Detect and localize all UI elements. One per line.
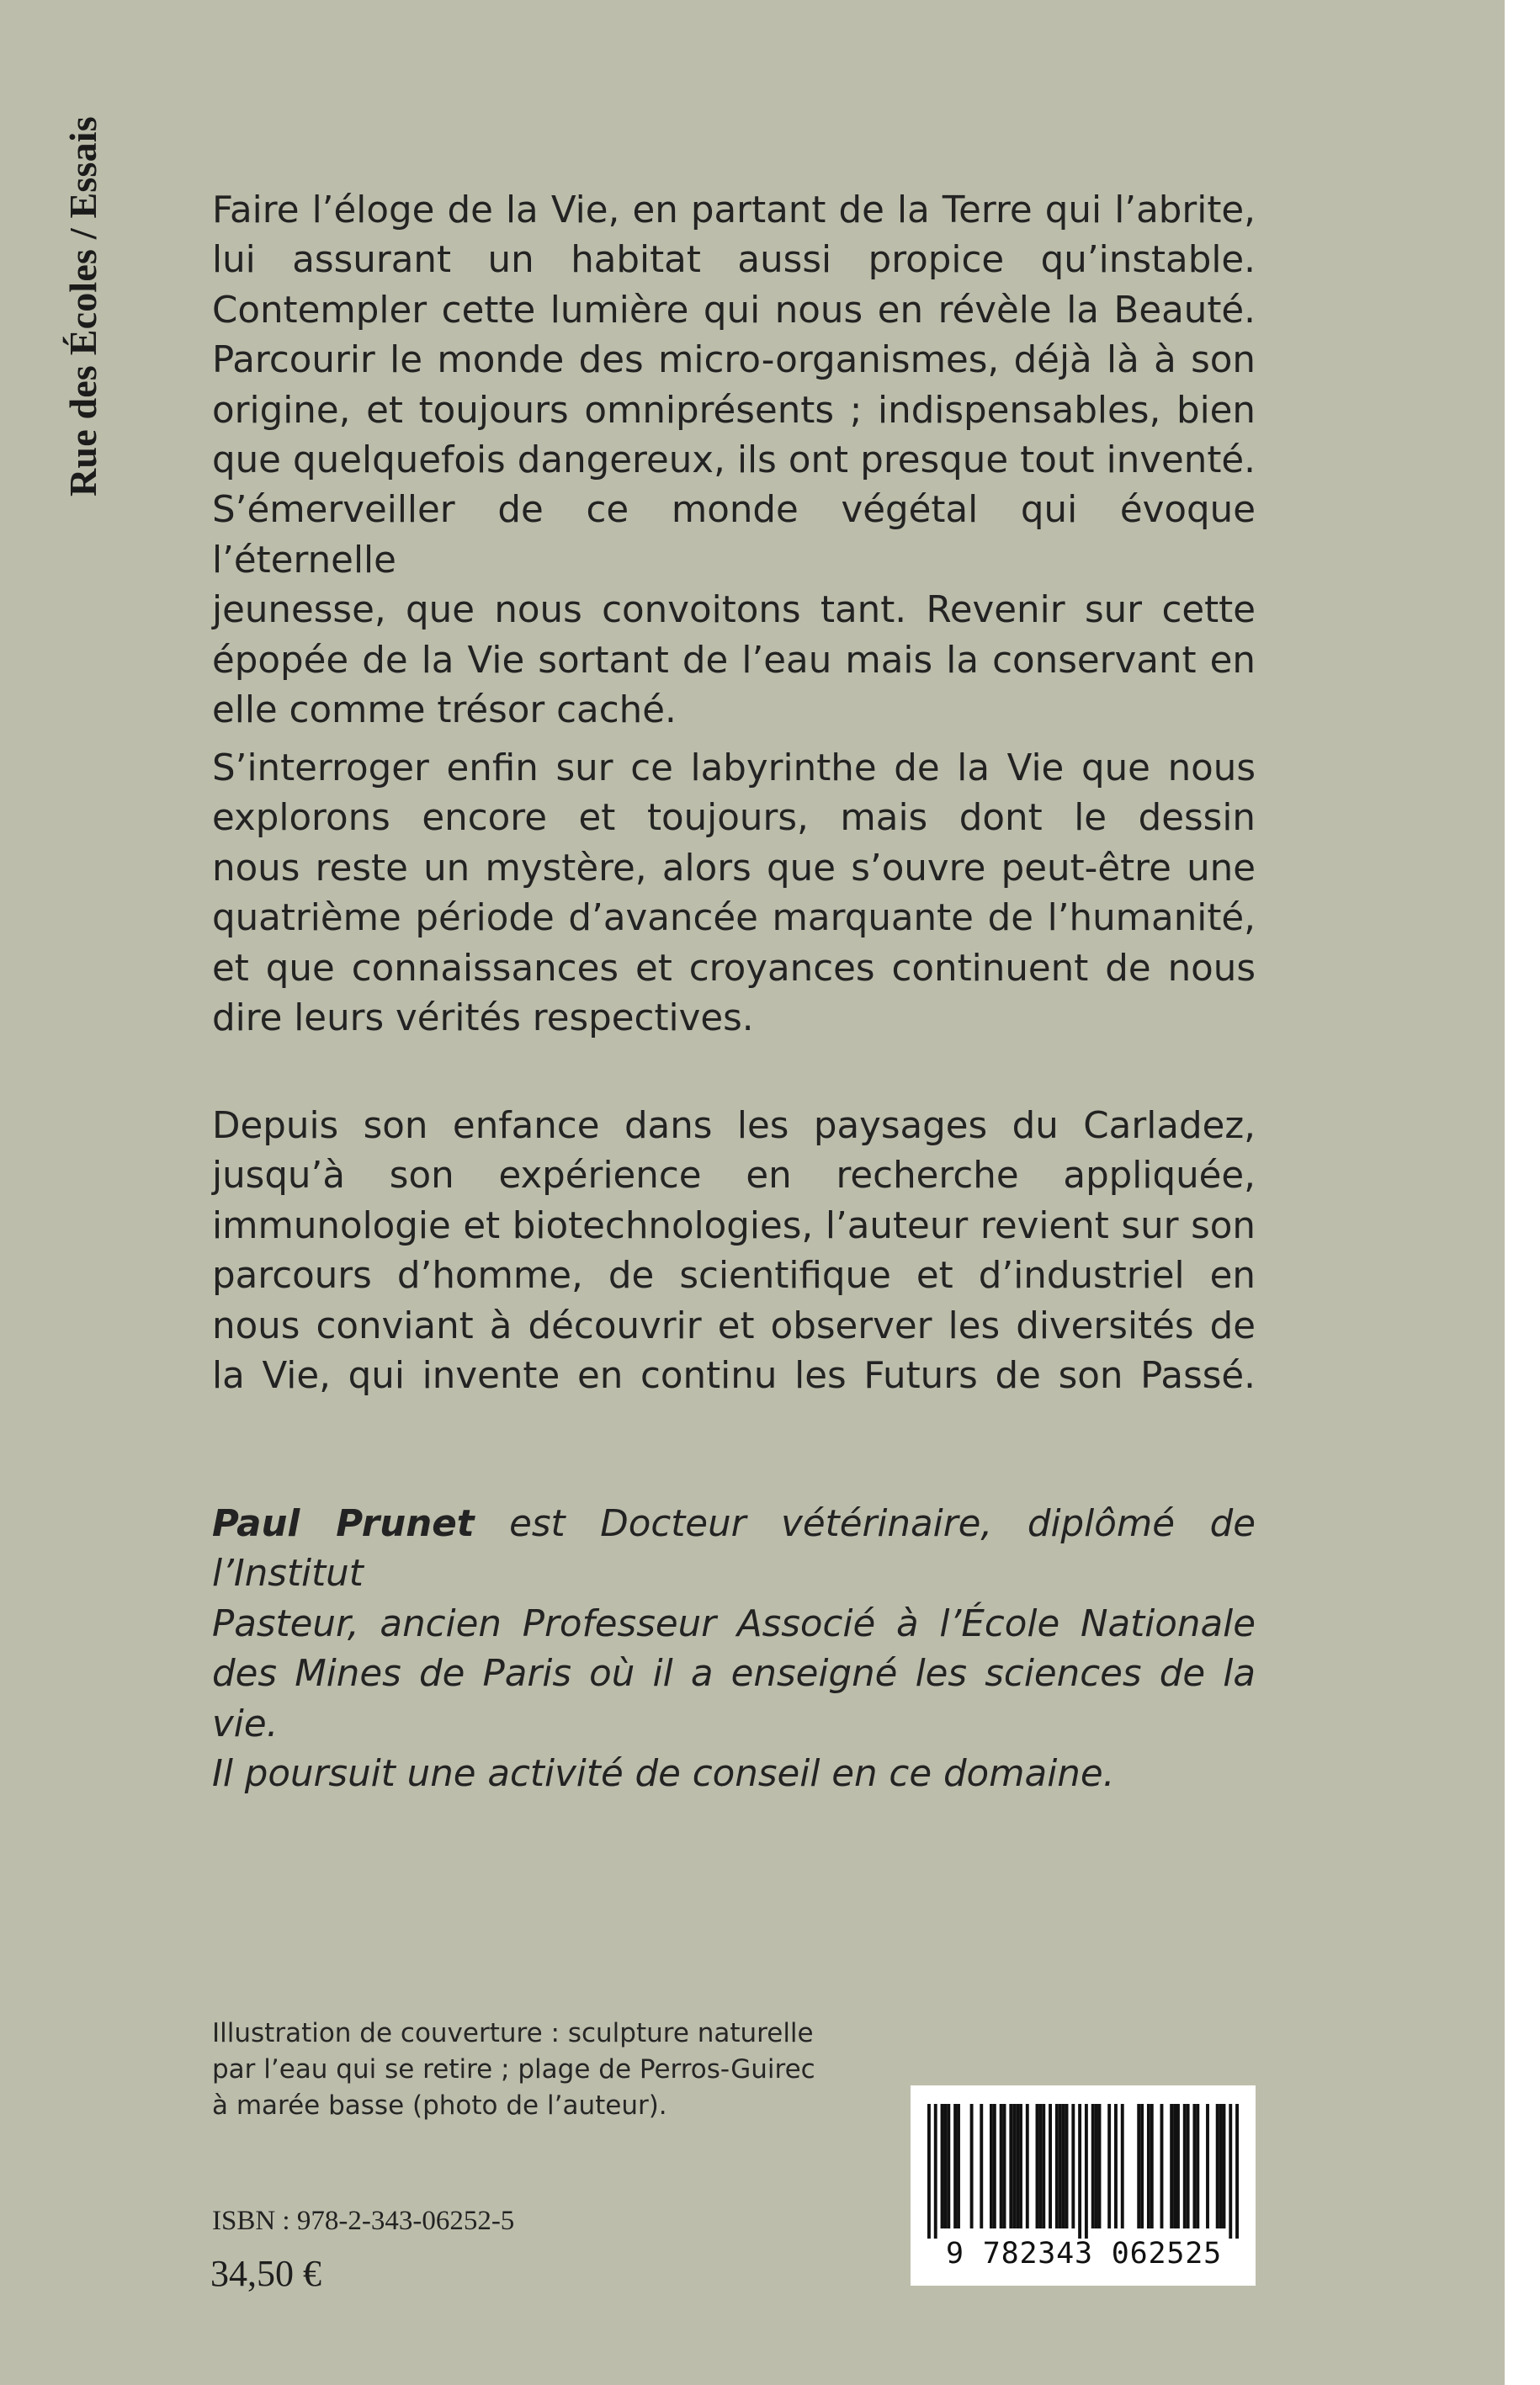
barcode-bar: [953, 2104, 957, 2228]
barcode-bar: [1059, 2104, 1062, 2228]
barcode-bar: [1095, 2104, 1098, 2228]
barcode-bar: [1137, 2104, 1140, 2228]
barcode-bar: [1223, 2104, 1226, 2228]
barcode-bar: [1187, 2104, 1190, 2228]
blurb-line: la Vie, qui invente en continu les Futurs de son Passé.: [212, 1355, 1256, 1398]
barcode-bar: [1147, 2104, 1150, 2228]
barcode-bar: [1055, 2104, 1059, 2228]
blurb-line: jusqu’à son expérience en recherche appliquée,: [212, 1155, 1256, 1198]
author-bio-line: Il poursuit une activité de conseil en ce domaine.: [212, 1753, 1115, 1796]
author-bio-line: [212, 1500, 1256, 1600]
price: 34,50 €: [210, 2253, 321, 2294]
blurb-line: que quelquefois dangereux, ils ont presque tout inventé.: [212, 439, 1256, 482]
blurb-line: et que connaissances et croyances continuent de nous: [212, 947, 1256, 990]
author-name: Paul Prunet: [212, 1503, 475, 1545]
barcode-bar: [957, 2104, 960, 2228]
barcode-bar: [970, 2104, 974, 2228]
barcode-bar: [1107, 2104, 1111, 2228]
blurb-line: épopée de la Vie sortant de l’eau mais la conservant en: [212, 639, 1256, 682]
barcode-bar: [1196, 2104, 1199, 2228]
barcode-digits: 9 782343 062525: [945, 2237, 1223, 2271]
barcode-bar: [980, 2104, 983, 2228]
barcode-bar: [943, 2104, 947, 2228]
blurb-paragraph-2: [212, 744, 1256, 1044]
cover-credit-line: à marée basse (photo de l’auteur).: [212, 2090, 667, 2121]
blurb-line: S’interroger enfin sur ce labyrinthe de la Vie que nous: [212, 747, 1256, 789]
barcode-bar: [1173, 2104, 1176, 2228]
blurb-line: Parcourir le monde des micro-organismes, déjà là à son: [212, 339, 1256, 382]
barcode-bar: [1229, 2104, 1232, 2239]
author-bio-text: est Docteur vétérinaire, diplômé de l’Institut: [212, 1503, 1256, 1596]
blurb-line: elle comme trésor caché.: [212, 689, 677, 732]
blurb-line: immunologie et biotechnologies, l’auteur revient sur son: [212, 1204, 1256, 1247]
series-label: Rue des Écoles / Essais: [61, 116, 104, 497]
barcode-bar: [990, 2104, 993, 2228]
barcode: [911, 2085, 1256, 2286]
barcode-bar: [1091, 2104, 1095, 2228]
cover-credit: [212, 2016, 885, 2124]
author-bio: [212, 1500, 1256, 1799]
barcode-bar: [1160, 2104, 1164, 2228]
blurb-line: quatrième période d’avancée marquante de l’humanité,: [212, 897, 1256, 940]
blurb-paragraph-3: [212, 1102, 1256, 1401]
blurb-paragraph-1: [212, 186, 1256, 736]
blurb-line: nous reste un mystère, alors que s’ouvre peut-être une: [212, 847, 1256, 890]
barcode-bar: [993, 2104, 996, 2228]
cover-credit-line: Illustration de couverture : sculpture naturelle: [212, 2018, 814, 2048]
barcode-bar: [1114, 2104, 1118, 2228]
barcode-bar: [1085, 2104, 1088, 2239]
author-bio-line: Pasteur, ancien Professeur Associé à l’École Nationale: [212, 1602, 1256, 1645]
barcode-bar: [1026, 2104, 1029, 2228]
isbn: ISBN : 978-2-343-06252-5: [212, 2206, 515, 2236]
barcode-bar: [1071, 2104, 1075, 2228]
barcode-bar: [1150, 2104, 1154, 2228]
barcode-bar: [1183, 2104, 1187, 2228]
barcode-bar: [1140, 2104, 1144, 2228]
barcode-bar: [1192, 2104, 1196, 2228]
barcode-bar: [1216, 2104, 1219, 2228]
barcode-bar: [1009, 2104, 1012, 2228]
blurb-line: nous conviant à découvrir et observer les diversités de: [212, 1304, 1256, 1347]
barcode-bar: [1078, 2104, 1081, 2239]
barcode-bar: [941, 2104, 944, 2228]
barcode-bar: [1049, 2104, 1052, 2228]
barcode-bar: [1176, 2104, 1180, 2228]
blurb-line: S’émerveiller de ce monde végétal qui évoque l’éternelle: [212, 489, 1256, 582]
barcode-bar: [1121, 2104, 1124, 2228]
barcode-bar: [1003, 2104, 1006, 2228]
author-bio-line: des Mines de Paris où il a enseigné les sciences de la vie.: [212, 1653, 1256, 1745]
barcode-bar: [1016, 2104, 1019, 2228]
barcode-bar: [1019, 2104, 1022, 2228]
barcode-bar: [1062, 2104, 1065, 2228]
barcode-bar: [1036, 2104, 1039, 2228]
barcode-bar: [1065, 2104, 1069, 2228]
barcode-bar: [1219, 2104, 1223, 2228]
barcode-bar: [1206, 2104, 1209, 2228]
barcode-bar: [947, 2104, 950, 2228]
blurb-line: dire leurs vérités respectives.: [212, 997, 754, 1040]
barcode-bar: [1170, 2104, 1173, 2228]
blurb-line: Depuis son enfance dans les paysages du Carladez,: [212, 1105, 1256, 1147]
barcode-bar: [934, 2104, 937, 2239]
blurb-line: parcours d’homme, de scientifique et d’industriel en: [212, 1255, 1256, 1298]
barcode-bar: [927, 2104, 931, 2239]
blurb-line: Contempler cette lumière qui nous en révèle la Beauté.: [212, 289, 1256, 332]
barcode-bar: [1098, 2104, 1102, 2228]
blurb-line: origine, et toujours omniprésents ; indispensables, bien: [212, 389, 1256, 432]
barcode-bar: [1012, 2104, 1016, 2228]
barcode-bar: [1038, 2104, 1042, 2228]
barcode-bar: [1000, 2104, 1003, 2228]
page-edge: [1505, 0, 1540, 2385]
blurb-line: explorons encore et toujours, mais dont le dessin: [212, 797, 1256, 840]
barcode-bars: [927, 2104, 1239, 2239]
blurb-line: Faire l’éloge de la Vie, en partant de la Terre qui l’abrite,: [212, 189, 1256, 231]
barcode-bar: [1235, 2104, 1239, 2239]
blurb-line: lui assurant un habitat aussi propice qu’instable.: [212, 239, 1256, 282]
barcode-bar: [1042, 2104, 1045, 2228]
blurb-line: jeunesse, que nous convoitons tant. Revenir sur cette: [212, 589, 1256, 632]
cover-credit-line: par l’eau qui se retire ; plage de Perros-Guirec: [212, 2054, 815, 2085]
